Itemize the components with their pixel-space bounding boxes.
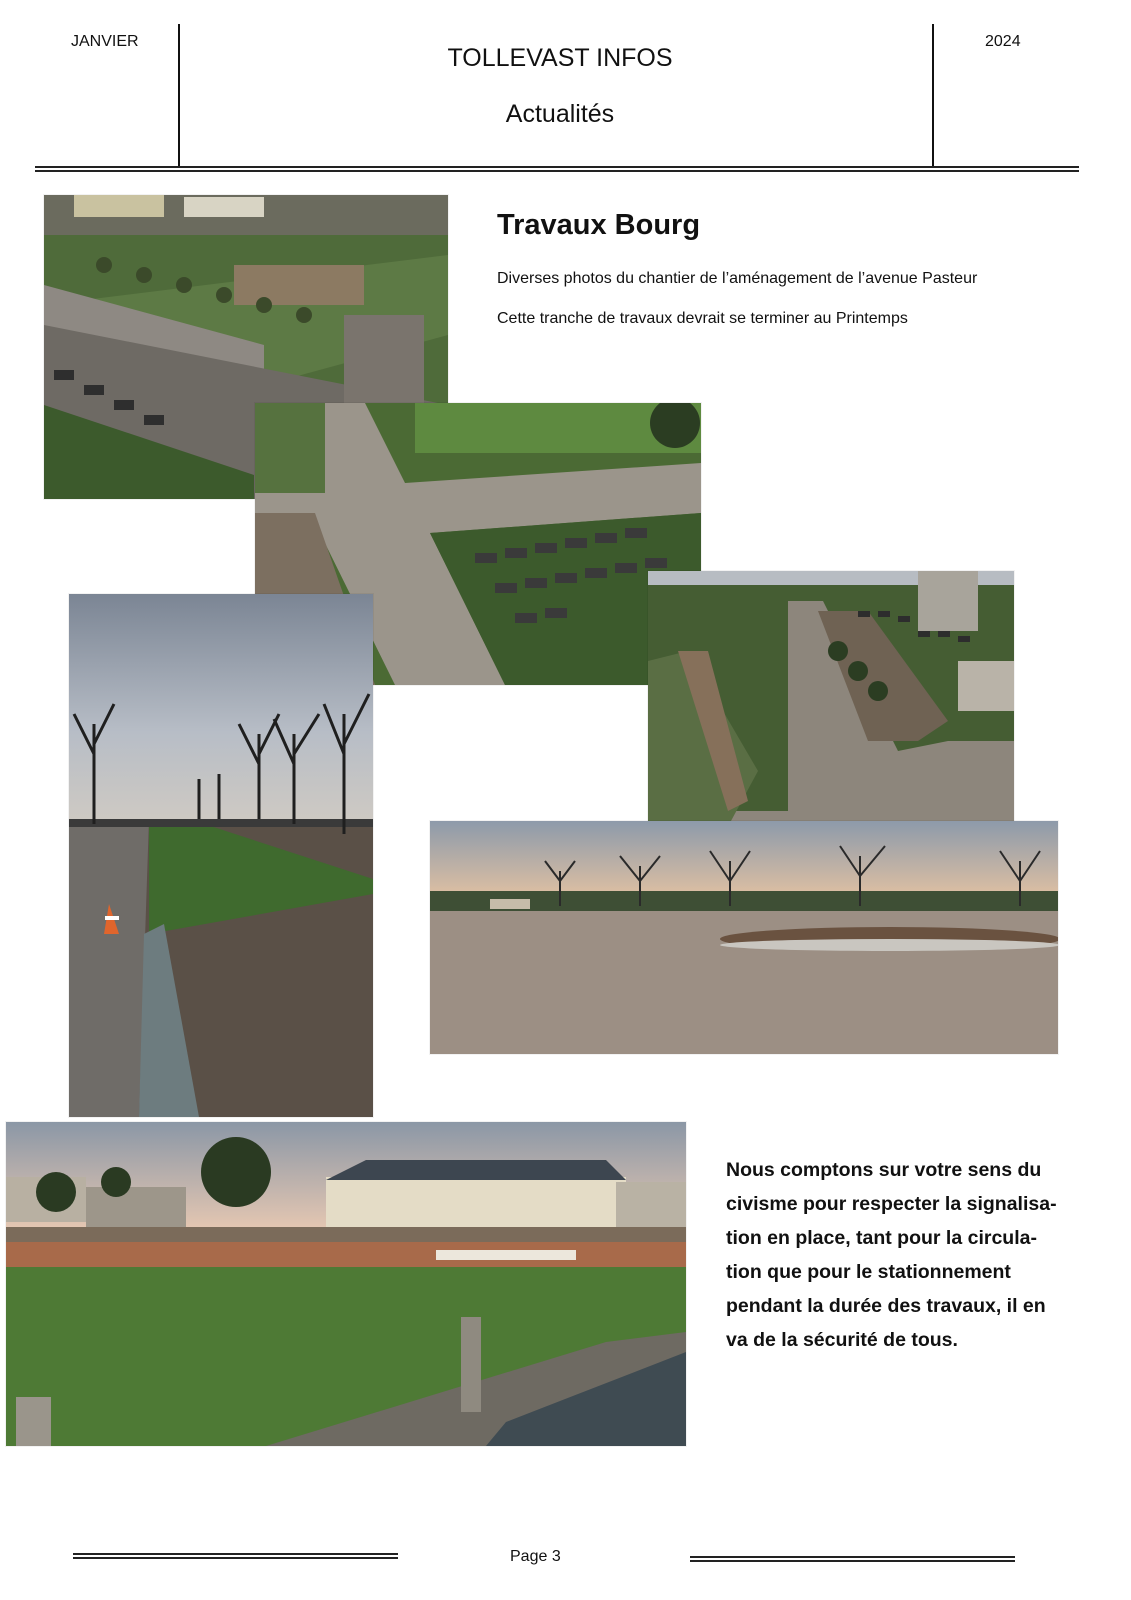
issue-month: JANVIER xyxy=(71,33,139,50)
callout-line: pendant la durée des travaux, il en xyxy=(726,1295,1046,1317)
article-paragraph-2: Cette tranche de travaux devrait se terminer au Printemps xyxy=(497,310,908,327)
page-number: Page 3 xyxy=(510,1548,561,1565)
safety-callout xyxy=(726,1153,1086,1357)
newsletter-title: TOLLEVAST INFOS xyxy=(447,44,673,72)
article-title: Travaux Bourg xyxy=(497,209,701,241)
callout-line: civisme pour respecter la signalisa- xyxy=(726,1193,1057,1215)
photo-roundabout xyxy=(430,821,1058,1054)
article-paragraph-1: Diverses photos du chantier de l’aménagement de l’avenue Pasteur xyxy=(497,270,978,287)
callout-line: Nous comptons sur votre sens du xyxy=(726,1159,1042,1181)
footer-rule-left xyxy=(73,1553,398,1559)
callout-line: va de la sécurité de tous. xyxy=(726,1329,958,1351)
issue-year: 2024 xyxy=(985,33,1021,50)
section-title: Actualités xyxy=(505,100,615,128)
callout-line: tion que pour le stationnement xyxy=(726,1261,1011,1283)
header-rule xyxy=(35,166,1079,172)
footer-rule-right xyxy=(690,1556,1015,1562)
callout-line: tion en place, tant pour la circula- xyxy=(726,1227,1037,1249)
photo-church-alley xyxy=(648,571,1014,845)
header-divider-right xyxy=(932,24,934,166)
photo-hall-field xyxy=(6,1122,686,1446)
photo-tree-alley xyxy=(69,594,373,1117)
